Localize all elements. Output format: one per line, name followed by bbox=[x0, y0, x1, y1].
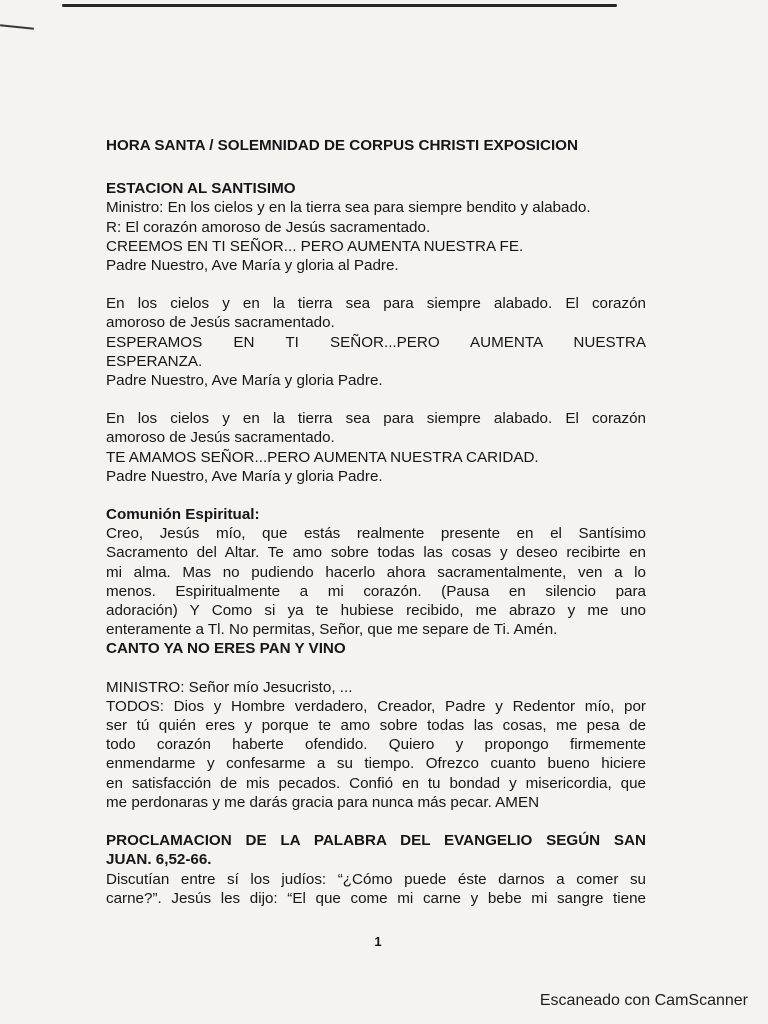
ministro-line: enmendarme y confesarme a su tiempo. Ofrezco cuanto bueno hiciere bbox=[106, 755, 646, 773]
caridad-line: Padre Nuestro, Ave María y gloria Padre. bbox=[106, 467, 383, 485]
esperanza-line: amoroso de Jesús sacramentado. bbox=[106, 314, 335, 332]
section-ministro bbox=[106, 678, 646, 812]
comunion-line: enteramente a Tl. No permitas, Señor, que me separe de Ti. Amén. bbox=[106, 621, 558, 639]
caridad-line: amoroso de Jesús sacramentado. bbox=[106, 429, 335, 447]
esperanza-line: En los cielos y en la tierra sea para siempre alabado. El corazón bbox=[106, 295, 646, 313]
comunion-heading: Comunión Espiritual: bbox=[106, 506, 260, 524]
esperanza-line: ESPERAMOS EN TI SEÑOR...PERO AUMENTA NUESTRA bbox=[106, 333, 646, 351]
comunion-line: adoración) Y Como si ya te hubiese recibido, me abrazo y me uno bbox=[106, 602, 646, 620]
ministro-line: TODOS: Dios y Hombre verdadero, Creador, Padre y Redentor mío, por bbox=[106, 697, 646, 715]
scan-top-edge bbox=[62, 4, 617, 7]
ministro-line: todo corazón haberte ofendido. Quiero y propongo firmemente bbox=[106, 736, 646, 754]
section-comunion bbox=[106, 505, 646, 659]
estacion-line: Ministro: En los cielos y en la tierra sea para siempre bendito y alabado. bbox=[106, 199, 591, 217]
ministro-line: me perdonaras y me darás gracia para nunca más pecar. AMEN bbox=[106, 793, 540, 811]
proclamacion-heading: PROCLAMACION DE LA PALABRA DEL EVANGELIO SEGÚN SAN bbox=[106, 832, 646, 850]
proclamacion-heading: JUAN. 6,52-66. bbox=[106, 851, 212, 869]
section-caridad bbox=[106, 409, 646, 486]
section-estacion bbox=[106, 179, 646, 275]
caridad-line: TE AMAMOS SEÑOR...PERO AUMENTA NUESTRA CARIDAD. bbox=[106, 448, 539, 466]
ministro-line: MINISTRO: Señor mío Jesucristo, ... bbox=[106, 678, 353, 696]
comunion-line: mi alma. Mas no pudiendo hacerlo ahora sacramentalmente, ven a lo bbox=[106, 563, 646, 581]
ministro-line: ser tú quién eres y porque te amo sobre todas las cosas, me pesa de bbox=[106, 717, 646, 735]
estacion-line: R: El corazón amoroso de Jesús sacramentado. bbox=[106, 218, 431, 236]
section-esperanza bbox=[106, 294, 646, 390]
canto-heading: CANTO YA NO ERES PAN Y VINO bbox=[106, 640, 346, 658]
scan-corner-mark bbox=[0, 24, 34, 30]
comunion-line: Sacramento del Altar. Te amo sobre todas las cosas y deseo recibirte en bbox=[106, 544, 646, 562]
caridad-line: En los cielos y en la tierra sea para siempre alabado. El corazón bbox=[106, 410, 646, 428]
document-body bbox=[106, 136, 646, 908]
estacion-heading: ESTACION AL SANTISIMO bbox=[106, 180, 296, 198]
comunion-line: Creo, Jesús mío, que estás realmente presente en el Santísimo bbox=[106, 525, 646, 543]
estacion-line: Padre Nuestro, Ave María y gloria al Padre. bbox=[106, 257, 399, 275]
section-proclamacion bbox=[106, 831, 646, 908]
document-title: HORA SANTA / SOLEMNIDAD DE CORPUS CHRISTI EXPOSICION bbox=[106, 137, 578, 154]
proclamacion-line: carne?”. Jesús les dijo: “El que come mi carne y bebe mi sangre tiene bbox=[106, 889, 646, 907]
proclamacion-line: Discutían entre sí los judíos: “¿Cómo puede éste darnos a comer su bbox=[106, 870, 646, 888]
comunion-line: menos. Espiritualmente a mi corazón. (Pausa en silencio para bbox=[106, 582, 646, 600]
camscanner-watermark: Escaneado con CamScanner bbox=[539, 992, 748, 1009]
ministro-line: en satisfacción de mis pecados. Confió en tu bondad y misericordia, que bbox=[106, 774, 646, 792]
esperanza-line: ESPERANZA. bbox=[106, 352, 203, 370]
esperanza-line: Padre Nuestro, Ave María y gloria Padre. bbox=[106, 372, 383, 390]
estacion-line: CREEMOS EN TI SEÑOR... PERO AUMENTA NUESTRA FE. bbox=[106, 237, 524, 255]
page-number: 1 bbox=[374, 934, 382, 949]
